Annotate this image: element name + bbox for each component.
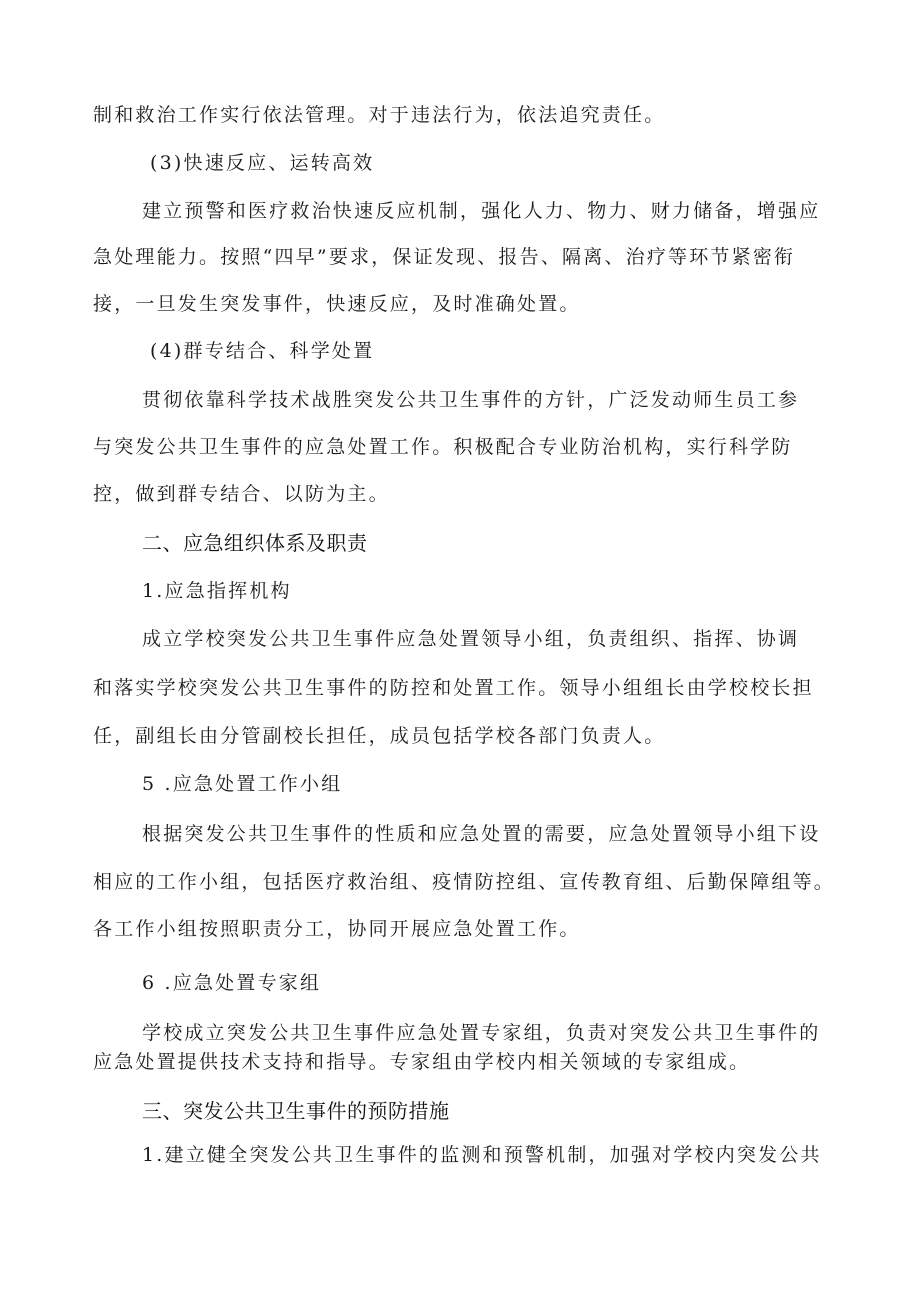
body-text-line: 应急处置提供技术支持和指导。专家组由学校内相关领域的专家组成。 — [93, 1051, 751, 1073]
subsection-title: (3)快速反应、运转高效 — [150, 152, 375, 174]
body-text-line: 贯彻依靠科学技术战胜突发公共卫生事件的方针，广泛发动师生员工参 — [142, 389, 800, 411]
body-text-line: 建立预警和医疗救治快速反应机制，强化人力、物力、财力储备，增强应 — [142, 200, 821, 222]
body-text-line: 控，做到群专结合、以防为主。 — [93, 483, 390, 505]
section-heading: 三、突发公共卫生事件的预防措施 — [142, 1099, 450, 1123]
subsection-title: 6 .应急处置专家组 — [142, 972, 322, 994]
subsection-title: 1.应急指挥机构 — [142, 580, 292, 602]
body-text-line: 任，副组长由分管副校长担任，成员包括学校各部门负责人。 — [93, 725, 666, 747]
body-text-line: 成立学校突发公共卫生事件应急处置领导小组，负责组织、指挥、协调 — [142, 628, 800, 650]
body-text-line: 与突发公共卫生事件的应急处置工作。积极配合专业防治机构，实行科学防 — [93, 436, 793, 458]
body-text-line: 根据突发公共卫生事件的性质和应急处置的需要，应急处置领导小组下设 — [142, 823, 821, 845]
section-heading: 二、应急组织体系及职责 — [142, 531, 368, 555]
subsection-title: 5 .应急处置工作小组 — [142, 773, 343, 795]
body-text-line: 接，一旦发生突发事件，快速反应，及时准确处置。 — [93, 293, 581, 315]
body-text-line: 相应的工作小组，包括医疗救治组、疫情防控组、宣传教育组、后勤保障组等。 — [93, 871, 836, 893]
body-text-line: 和落实学校突发公共卫生事件的防控和处置工作。领导小组组长由学校校长担 — [93, 677, 814, 699]
body-text-line: 制和救治工作实行依法管理。对于违法行为，依法追究责任。 — [93, 104, 666, 126]
body-text-line: 急处理能力。按照“四早”要求，保证发现、报告、隔离、治疗等环节紧密衔 — [93, 246, 796, 268]
body-text-line: 各工作小组按照职责分工，协同开展应急处置工作。 — [93, 918, 581, 940]
body-text-line: 1.建立健全突发公共卫生事件的监测和预警机制，加强对学校内突发公共 — [142, 1144, 822, 1166]
subsection-title: (4)群专结合、科学处置 — [150, 340, 375, 362]
body-text-line: 学校成立突发公共卫生事件应急处置专家组，负责对突发公共卫生事件的 — [142, 1022, 821, 1044]
